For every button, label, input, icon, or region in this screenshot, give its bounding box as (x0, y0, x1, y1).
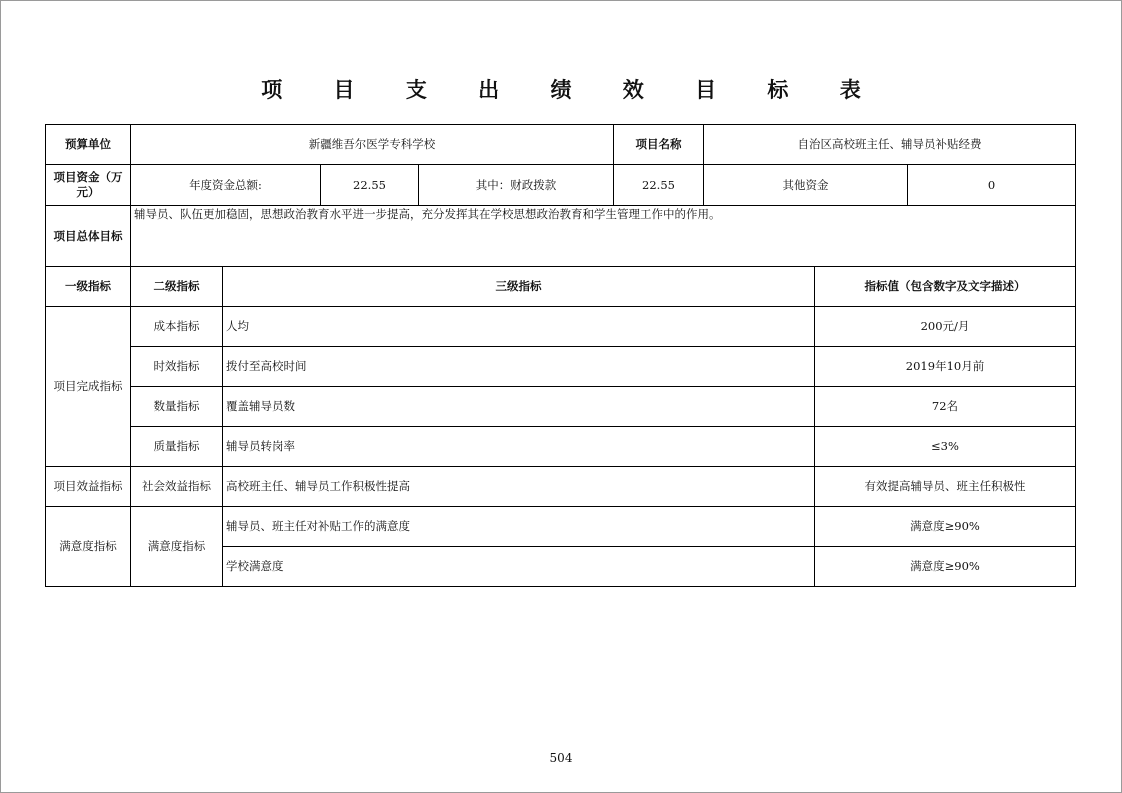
funds-fiscal-label: 其中：财政拨款 (418, 164, 614, 206)
table-row-level2: 数量指标 (130, 386, 223, 427)
table-row-level3: 辅导员、班主任对补贴工作的满意度 (222, 506, 815, 547)
table-row-level2: 质量指标 (130, 426, 223, 467)
funds-total-value: 22.55 (320, 164, 419, 206)
table-row-level3: 拨付至高校时间 (222, 346, 815, 387)
column-header-value: 指标值（包含数字及文字描述） (814, 266, 1076, 307)
funds-label: 项目资金（万元） (45, 164, 131, 206)
column-header-level3: 三级指标 (222, 266, 815, 307)
group-level1-completion: 项目完成指标 (45, 306, 131, 467)
table-row-value: 满意度≥90% (814, 546, 1076, 587)
table-row-level3: 学校满意度 (222, 546, 815, 587)
column-header-level1: 一级指标 (45, 266, 131, 307)
table-row-value: 200元/月 (814, 306, 1076, 347)
table-row-value: ≤3% (814, 426, 1076, 467)
budget-unit-label: 预算单位 (45, 124, 131, 165)
table-row-value: 2019年10月前 (814, 346, 1076, 387)
page-number: 504 (549, 751, 573, 765)
column-header-level2: 二级指标 (130, 266, 223, 307)
group-level2-satisfaction: 满意度指标 (130, 506, 223, 587)
group-level1-satisfaction: 满意度指标 (45, 506, 131, 587)
project-name-label: 项目名称 (613, 124, 704, 165)
table-row-value: 72名 (814, 386, 1076, 427)
table-row-value: 满意度≥90% (814, 506, 1076, 547)
group-level1-benefit: 项目效益指标 (45, 466, 131, 507)
funds-other-value: 0 (907, 164, 1076, 206)
table-row-level3: 辅导员转岗率 (222, 426, 815, 467)
table-row-level2: 社会效益指标 (130, 466, 223, 507)
funds-other-label: 其他资金 (703, 164, 908, 206)
page-title: 项 目 支 出 绩 效 目 标 表 (261, 78, 883, 102)
goal-text: 辅导员、队伍更加稳固，思想政治教育水平进一步提高，充分发挥其在学校思想政治教育和学生管理工作中的作用。 (130, 205, 1076, 267)
table-row-level3: 人均 (222, 306, 815, 347)
funds-fiscal-value: 22.55 (613, 164, 704, 206)
table-row-value: 有效提高辅导员、班主任积极性 (814, 466, 1076, 507)
table-row-level3: 覆盖辅导员数 (222, 386, 815, 427)
budget-unit-value: 新疆维吾尔医学专科学校 (130, 124, 614, 165)
project-name-value: 自治区高校班主任、辅导员补贴经费 (703, 124, 1076, 165)
table-row-level2: 时效指标 (130, 346, 223, 387)
funds-total-label: 年度资金总额: (130, 164, 321, 206)
table-row-level3: 高校班主任、辅导员工作积极性提高 (222, 466, 815, 507)
table-row-level2: 成本指标 (130, 306, 223, 347)
goal-label: 项目总体目标 (45, 205, 131, 267)
